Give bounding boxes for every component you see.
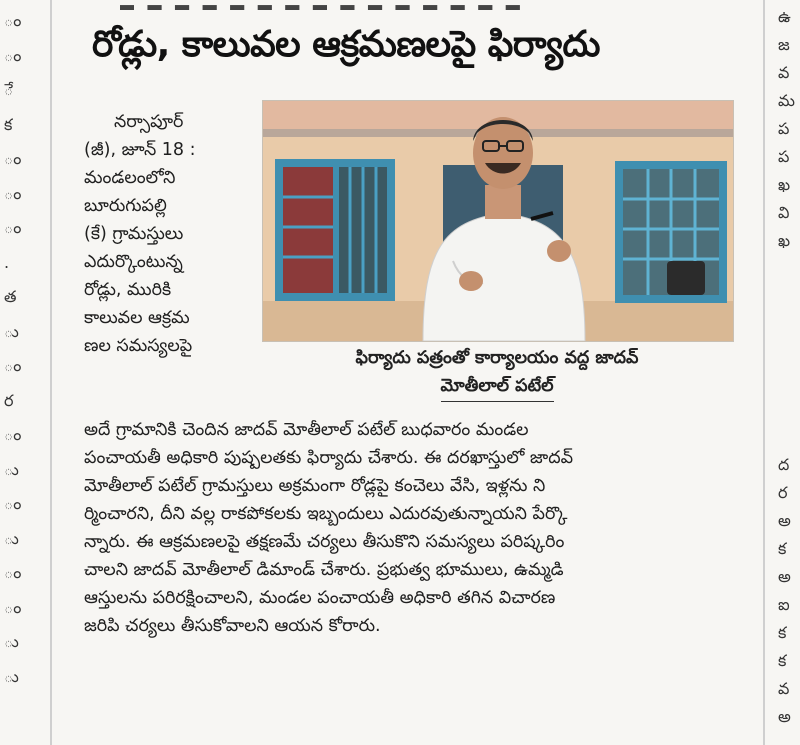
left-column-fragment: ం — [4, 45, 22, 65]
left-column-fragment: ు — [4, 666, 19, 686]
right-column-fragment: ప — [778, 147, 790, 166]
intro-line: (జీ), జూన్ 18 : — [84, 140, 196, 160]
left-column-fragment: ం — [4, 494, 22, 513]
right-column-fragment: క — [778, 623, 787, 642]
body-line: ఆస్తులను పరిరక్షించాలని, మండల పంచాయతీ అధికారి తగిన విచారణ — [84, 588, 556, 608]
right-column-fragment: అ — [778, 511, 791, 530]
article-body — [84, 416, 744, 640]
caption-line-2: మోతీలాల్ పటేల్ — [441, 372, 554, 402]
left-column-fragment: ు — [4, 632, 19, 651]
intro-line: ణల సమస్యలపై — [84, 336, 193, 356]
left-column-fragment: ం — [4, 597, 22, 617]
body-line: న్నారు. ఈ ఆక్రమణలపై తక్షణమే చర్యలు తీసుకొని సమస్యలు పరిష్కరిం — [84, 532, 565, 552]
left-column-fragment: . — [4, 252, 10, 272]
left-column-fragment: ం — [4, 356, 22, 375]
left-column-fragment: త — [4, 287, 17, 306]
intro-line: నర్సాపూర్ — [114, 112, 184, 132]
right-column-fragment: ఖ — [778, 231, 791, 250]
right-column-fragment: అ — [778, 567, 791, 586]
right-column-fragment: వ — [778, 63, 790, 82]
right-column-fragment: వి — [778, 203, 790, 222]
right-column-fragment: క — [778, 651, 787, 670]
intro-line: రోడ్లు, మురికి — [84, 280, 172, 300]
body-line: చాలని జాదవ్ మోతీలాల్ డిమాండ్ చేశారు. ప్రభుత్వ భూములు, ఉమ్మడి — [84, 560, 564, 580]
article-photo — [262, 100, 734, 342]
right-column-fragment: ఐ — [778, 595, 790, 614]
intro-line: (కే) గ్రామస్తులు — [84, 224, 184, 244]
right-column-fragment: ద — [778, 455, 790, 474]
left-column-fragment: ర — [4, 390, 14, 410]
left-neighbour-column — [0, 0, 22, 745]
body-line: ర్మించారని, దీని వల్ల రాకపోకలకు ఇబ్బందులు ఎదురవుతున్నాయని పేర్కొ — [84, 504, 568, 524]
right-column-fragment: ప — [778, 119, 790, 138]
left-column-fragment: ే — [4, 80, 14, 99]
left-column-rule — [50, 0, 52, 745]
article-headline: రోడ్లు, కాలువల ఆక్రమణలపై ఫిర్యాదు — [92, 24, 600, 65]
right-column-fragment: వ — [778, 679, 790, 698]
right-column-fragment: ఉ — [778, 7, 791, 26]
article-intro — [84, 108, 252, 360]
intro-line: ఎదుర్కొంటున్న — [84, 252, 183, 272]
right-column-fragment: అ — [778, 707, 791, 726]
right-column-fragment: జ — [778, 35, 790, 54]
left-column-fragment: ు — [4, 528, 19, 548]
body-line: పంచాయతీ అధికారి పుష్పలతకు ఫిర్యాదు చేశారు. ఈ దరఖాస్తులో జాదవ్ — [84, 448, 574, 468]
right-neighbour-column — [778, 0, 800, 745]
intro-line: కాలువల ఆక్రమ — [84, 308, 190, 328]
right-column-fragment: ఖ — [778, 175, 791, 194]
left-column-fragment: ం — [4, 218, 22, 237]
photo-caption — [262, 344, 732, 402]
right-window — [615, 161, 727, 303]
left-column-fragment: ం — [4, 183, 22, 203]
body-line: అదే గ్రామానికి చెందిన జాదవ్ మోతీలాల్ పటేల్ బుధవారం మండల — [84, 420, 529, 440]
right-column-fragment: ర — [778, 483, 788, 502]
left-column-fragment: ు — [4, 321, 19, 341]
right-column-rule — [763, 0, 765, 745]
left-column-fragment: ం — [4, 425, 22, 444]
caption-line-1: ఫిర్యాదు పత్రంతో కార్యాలయం వద్ద జాదవ్ — [355, 348, 639, 368]
left-column-fragment: క — [4, 114, 13, 134]
left-column-fragment: ం — [4, 149, 22, 168]
intro-line: బూరుగుపల్లి — [84, 196, 167, 216]
left-column-fragment: ు — [4, 459, 19, 479]
right-column-fragment: క — [778, 539, 787, 558]
right-column-fragment: మ — [778, 91, 795, 110]
intro-line: మండలంలోని — [84, 168, 176, 188]
body-line: జరిపి చర్యలు తీసుకోవాలని ఆయన కోరారు. — [84, 616, 381, 636]
left-column-fragment: ం — [4, 11, 22, 30]
left-window — [275, 159, 395, 301]
previous-article-fragment — [120, 0, 720, 10]
body-line: మోతీలాల్ పటేల్ గ్రామస్తులు అక్రమంగా రోడ్లపై కంచెలు వేసి, ఇళ్లను ని — [84, 476, 546, 496]
photo-illustration — [263, 101, 733, 341]
left-column-fragment: ం — [4, 563, 22, 582]
